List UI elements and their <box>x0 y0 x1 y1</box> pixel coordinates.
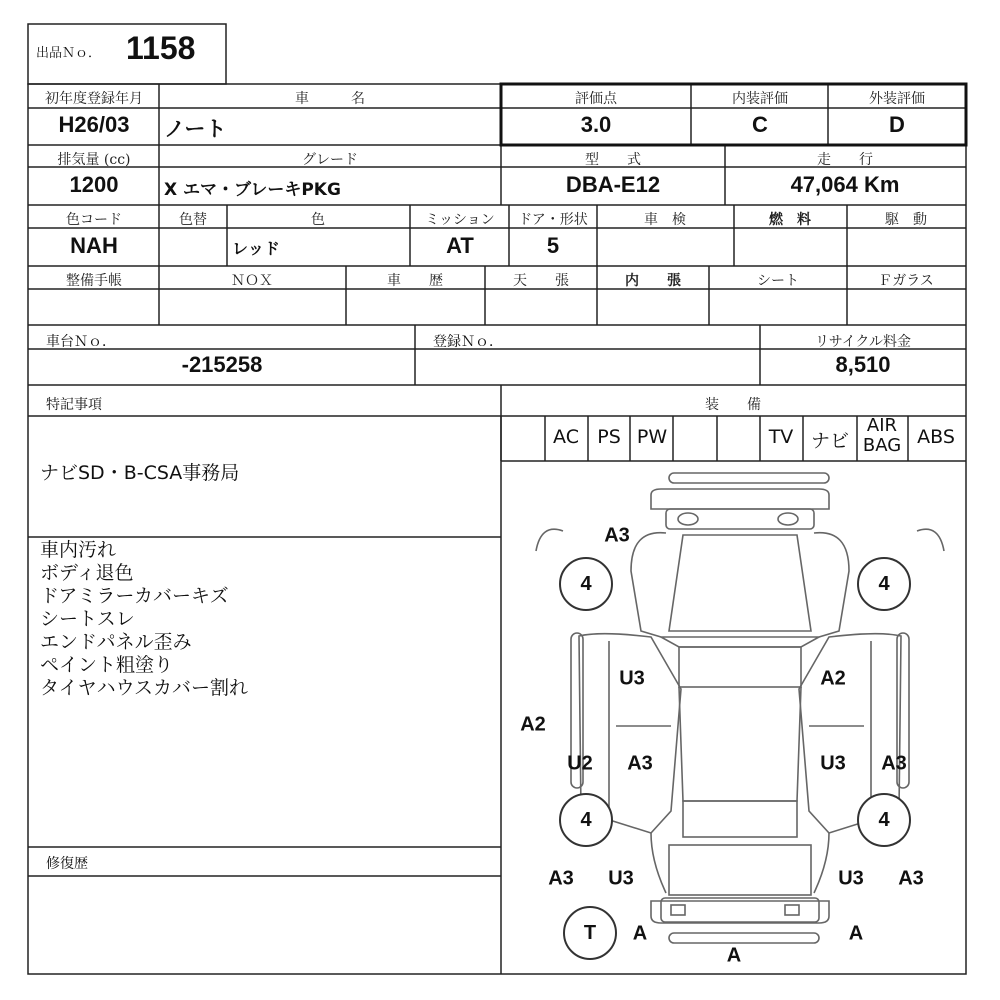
headliner-label: 天 張 <box>513 273 569 289</box>
score-label: 評価点 <box>575 91 617 107</box>
damage-mark: A3 <box>627 752 653 775</box>
displacement-value: 1200 <box>69 172 119 197</box>
model-label: 型 式 <box>585 152 641 168</box>
equipment-abs: ABS <box>917 426 955 448</box>
equipment-label: 装 備 <box>705 397 761 413</box>
inspection-label: 車 検 <box>644 212 686 228</box>
equipment-tv: TV <box>768 426 794 448</box>
history-label: 車 歴 <box>387 273 443 289</box>
exterior-label: 外装評価 <box>869 91 925 107</box>
doors-value: 5 <box>546 233 560 258</box>
color-change-label: 色替 <box>179 212 207 228</box>
grade-value: X エマ・ブレーキPKG <box>164 180 341 200</box>
damage-mark: A <box>632 922 648 945</box>
color-label: 色 <box>311 212 325 228</box>
damage-mark: A3 <box>881 752 907 775</box>
seat-label: シート <box>757 273 799 289</box>
first-reg-label: 初年度登録年月 <box>45 91 143 107</box>
color-value: レッド <box>232 239 280 258</box>
condition-item: 車内汚れ <box>40 539 117 561</box>
equipment-pw: PW <box>636 426 668 448</box>
recycle-label: リサイクル料金 <box>814 334 912 350</box>
damage-mark: A3 <box>604 524 630 547</box>
chassis-value: -215258 <box>181 352 263 377</box>
spare-tire: T <box>563 906 617 960</box>
mission-label: ミッション <box>425 212 495 228</box>
grade-label: グレード <box>302 152 358 168</box>
repair-history-label: 修復歴 <box>46 856 88 872</box>
lot-number: 1158 <box>126 30 196 66</box>
nox-label: ＮＯＸ <box>231 273 273 289</box>
condition-item: ドアミラーカバーキズ <box>40 585 229 607</box>
windshield-label: Ｆガラス <box>878 273 934 289</box>
tire-rear-left: 4 <box>559 793 613 847</box>
recycle-value: 8,510 <box>835 352 891 377</box>
car-name-value: ノート <box>164 117 227 141</box>
equipment-airbag-top: AIR <box>866 415 898 436</box>
equipment-ps: PS <box>597 426 621 448</box>
mileage-label: 走 行 <box>817 152 873 168</box>
mileage-value: 47,064 Km <box>790 172 900 197</box>
doors-label: ドア・形状 <box>518 212 588 228</box>
car-name-label: 車 名 <box>295 91 365 107</box>
mission-value: AT <box>446 233 474 258</box>
color-code-label: 色コード <box>66 212 122 228</box>
condition-item: エンドパネル歪み <box>40 631 192 653</box>
chassis-label: 車台Ｎｏ． <box>46 334 116 350</box>
damage-mark: A <box>848 922 864 945</box>
interior-label: 内装評価 <box>732 91 788 107</box>
damage-mark: A3 <box>898 867 924 890</box>
special-notes-text: ナビSD・B-CSA事務局 <box>40 462 240 484</box>
model-value: DBA-E12 <box>565 172 661 197</box>
maintenance-book-label: 整備手帳 <box>66 273 122 289</box>
condition-item: ボディ退色 <box>40 562 134 584</box>
interior-trim-label: 内 張 <box>625 273 681 289</box>
special-notes-label: 特記事項 <box>46 397 102 413</box>
car-diagram <box>501 461 966 974</box>
lot-label: 出品Ｎｏ． <box>36 46 102 61</box>
damage-mark: U3 <box>838 867 864 890</box>
displacement-label: 排気量 (cc) <box>57 152 131 168</box>
fuel-label: 燃 料 <box>769 212 811 228</box>
damage-mark: A3 <box>548 867 574 890</box>
equipment-airbag-bottom: BAG <box>862 435 902 456</box>
equipment-ac: AC <box>553 426 579 448</box>
first-reg-value: H26/03 <box>58 112 130 137</box>
condition-item: タイヤハウスカバー割れ <box>40 677 249 699</box>
damage-mark: U3 <box>608 867 634 890</box>
registration-label: 登録Ｎｏ． <box>433 334 503 350</box>
exterior-value: D <box>889 112 905 137</box>
damage-mark: U2 <box>567 752 593 775</box>
score-value: 3.0 <box>580 112 612 137</box>
tire-front-right: 4 <box>857 557 911 611</box>
condition-item: ペイント粗塗り <box>40 654 174 676</box>
damage-mark: A2 <box>820 667 846 690</box>
damage-mark: U3 <box>619 667 645 690</box>
color-code-value: NAH <box>70 233 118 258</box>
condition-item: シートスレ <box>40 608 135 630</box>
damage-mark: A2 <box>520 713 546 736</box>
damage-mark: A <box>726 944 742 967</box>
tire-rear-right: 4 <box>857 793 911 847</box>
tire-front-left: 4 <box>559 557 613 611</box>
equipment-navi: ナビ <box>810 430 850 452</box>
drive-label: 駆 動 <box>885 212 927 228</box>
damage-mark: U3 <box>820 752 846 775</box>
interior-value: C <box>752 112 768 137</box>
